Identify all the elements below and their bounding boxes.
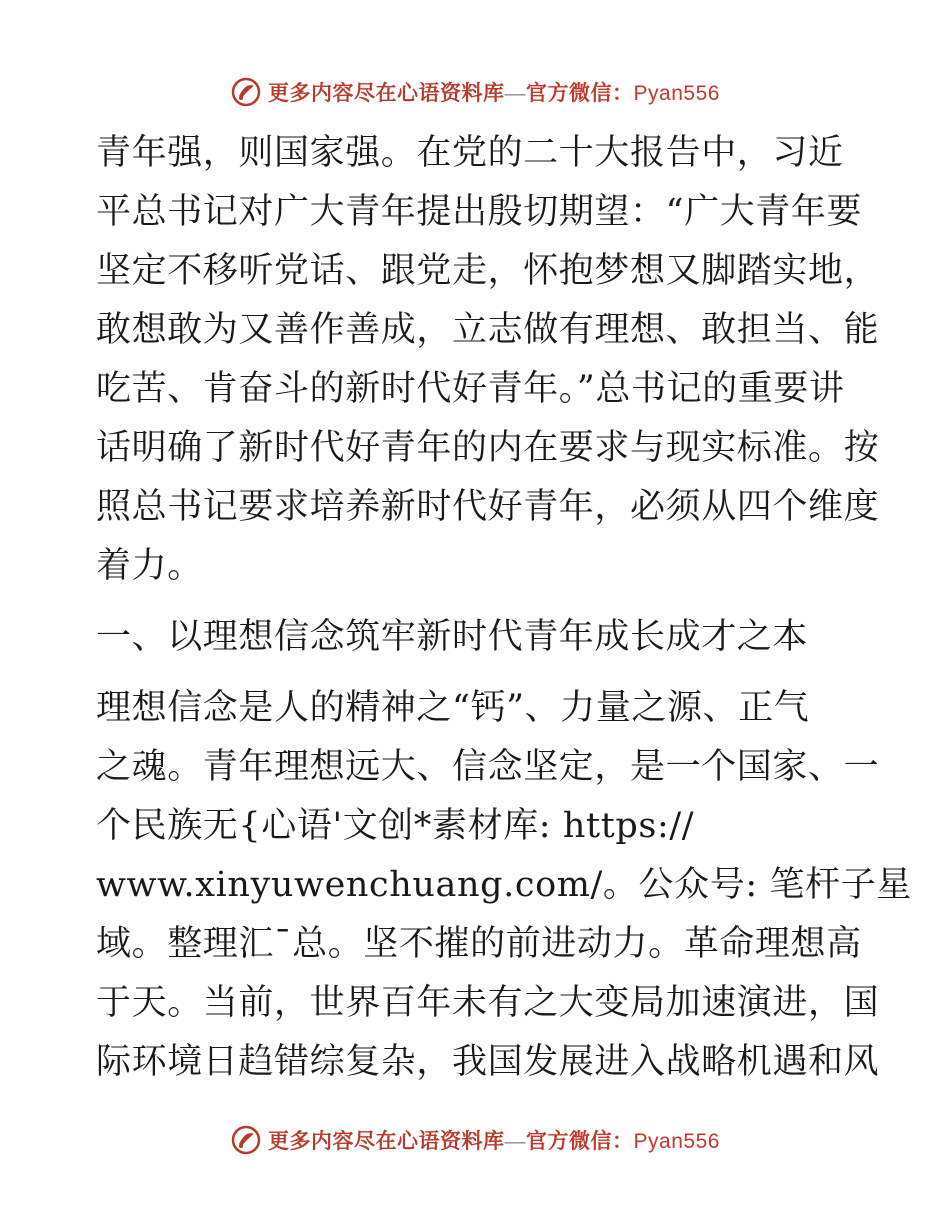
paragraph-1 — [96, 124, 880, 596]
banner-dash: — — [504, 1130, 527, 1153]
banner-text — [268, 77, 720, 107]
paragraph-2 — [96, 679, 912, 1092]
text-line: 理想信念是人的精神之“钙”、力量之源、正气 — [96, 688, 810, 728]
text-line: 话明确了新时代好青年的内在要求与现实标准。按 — [96, 428, 880, 468]
brand-logo-icon — [230, 76, 262, 108]
text-line: 照总书记要求培养新时代好青年，必须从四个维度 — [96, 487, 880, 527]
banner-wechat-label: 官方微信： — [526, 1130, 634, 1153]
text-line: 敢想敢为又善作善成，立志做有理想、敢担当、能 — [96, 310, 880, 350]
document-body — [96, 124, 912, 1092]
banner-text — [268, 1125, 720, 1155]
text-line: 坚定不移听党话、跟党走，怀抱梦想又脚踏实地， — [96, 251, 880, 291]
banner-brand-text: 更多内容尽在心语资料库 — [268, 1130, 505, 1153]
text-line: 际环境日趋错综复杂，我国发展进入战略机遇和风 — [96, 1042, 880, 1082]
banner-brand-text: 更多内容尽在心语资料库 — [268, 82, 505, 105]
section-heading: 一、以理想信念筑牢新时代青年成长成才之本 — [96, 617, 809, 657]
banner-wechat-label: 官方微信： — [526, 82, 634, 105]
text-line: 域。整理汇¯总。坚不摧的前进动力。革命理想高 — [96, 924, 862, 964]
text-line: 个民族无{心语'文创*素材库: https:// — [96, 806, 695, 846]
text-line: 于天。当前，世界百年未有之大变局加速演进，国 — [96, 983, 880, 1023]
footer-watermark-banner — [0, 1120, 950, 1160]
banner-dash: — — [504, 82, 527, 105]
header-watermark-banner — [0, 72, 950, 112]
text-line: 着力。 — [96, 546, 203, 586]
text-line: www.xinyuwenchuang.com/。公众号: 笔杆子星 — [96, 865, 912, 905]
brand-logo-icon — [230, 1124, 262, 1156]
text-line: 青年强，则国家强。在党的二十大报告中，习近 — [96, 133, 844, 173]
text-line: 平总书记对广大青年提出殷切期望：“广大青年要 — [96, 192, 863, 232]
banner-wechat-id: Pyan556 — [633, 1130, 720, 1153]
text-line: 吃苦、肯奋斗的新时代好青年。”总书记的重要讲 — [96, 369, 845, 409]
text-line: 之魂。青年理想远大、信念坚定，是一个国家、一 — [96, 747, 880, 787]
banner-wechat-id: Pyan556 — [633, 82, 720, 105]
